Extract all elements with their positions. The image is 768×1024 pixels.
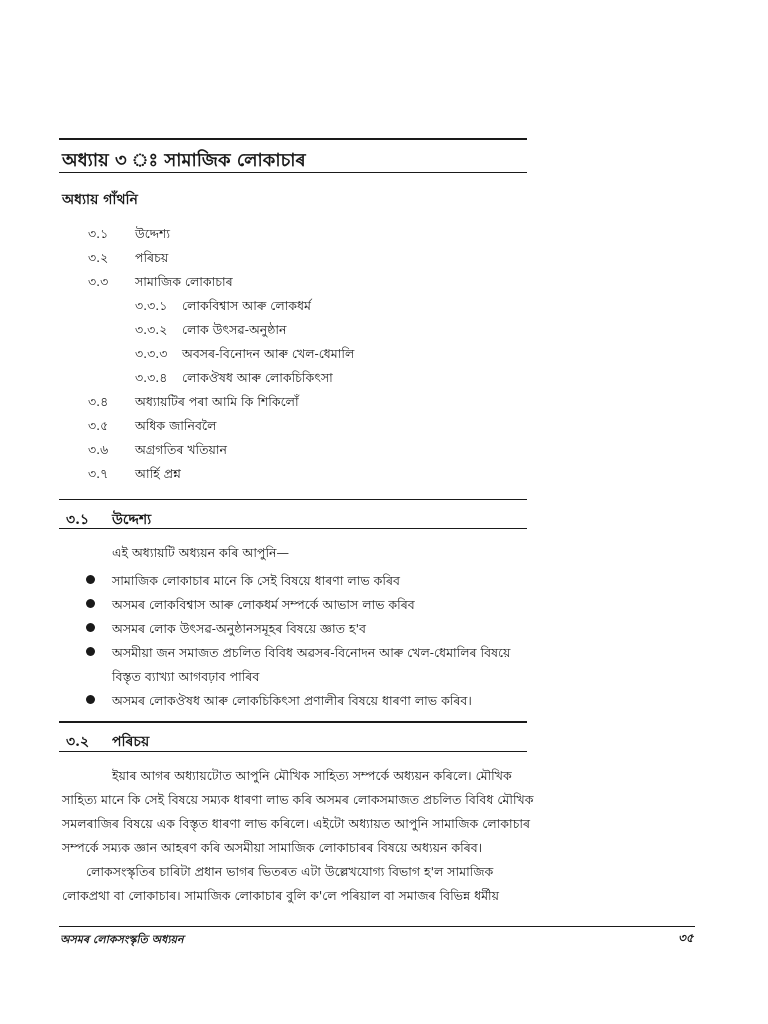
paragraph-line: সম্পৰ্কে সম্যক জ্ঞান আহৰণ কৰি অসমীয়া সামাজিক লোকাচাৰৰ বিষয়ে অধ্যয়ন কৰিব।	[62, 840, 483, 855]
toc-item-number: ৩.৫	[88, 418, 109, 433]
toc-item-label: আৰ্হি প্ৰশ্ন	[135, 466, 181, 481]
toc-item-label: অধিক জানিবলৈ	[135, 418, 217, 433]
section2-title: পৰিচয়	[112, 734, 150, 750]
objectives-intro: এই অধ্যায়টি অধ্যয়ন কৰি আপুনি—	[112, 545, 289, 560]
toc-item-label: উদ্দেশ্য	[135, 226, 171, 241]
objective-text: সামাজিক লোকাচাৰ মানে কি সেই বিষয়ে ধাৰণা লাভ কৰিব	[112, 573, 400, 588]
toc-item-label: লোক উৎসৱ-অনুষ্ঠান	[182, 322, 287, 337]
toc-item-number: ৩.৩.২	[135, 322, 168, 337]
toc-item-label: অগ্ৰগতিৰ খতিয়ান	[135, 442, 227, 457]
bullet-icon	[86, 695, 95, 704]
toc-item-number: ৩.৬	[88, 442, 109, 457]
toc-item-label: সামাজিক লোকাচাৰ	[135, 274, 233, 289]
footer-rule	[59, 926, 695, 927]
section1-number: ৩.১	[66, 512, 90, 528]
toc-item-number: ৩.৩.৩	[135, 346, 168, 361]
toc-item-number: ৩.৩	[88, 274, 109, 289]
bullet-icon	[86, 575, 95, 584]
paragraph-line: ইয়াৰ আগৰ অধ্যায়টোত আপুনি মৌখিক সাহিত্য সম্পৰ্কে অধ্যয়ন কৰিলে। মৌখিক	[112, 768, 512, 783]
paragraph-line: লোকসংস্কৃতিৰ চাৰিটা প্ৰধান ভাগৰ ভিতৰত এটা উল্লেখযোগ্য বিভাগ হ'ল সামাজিক	[86, 864, 494, 879]
toc-item-number: ৩.১	[88, 226, 109, 241]
footer-page-number: ৩৫	[678, 931, 694, 945]
toc-item-label: লোকঔষধ আৰু লোকচিকিৎসা	[182, 370, 333, 385]
toc-item-number: ৩.৩.৪	[135, 370, 168, 385]
toc-item-number: ৩.৪	[88, 394, 109, 409]
section1-top-rule	[59, 499, 527, 500]
objective-text: অসমৰ লোক উৎসৱ-অনুষ্ঠানসমূহৰ বিষয়ে জ্ঞাত হ'ব	[112, 621, 366, 636]
chapter-bottom-rule	[59, 172, 527, 173]
section1-bottom-rule	[59, 528, 527, 529]
toc-item-label: লোকবিশ্বাস আৰু লোকধৰ্ম	[182, 298, 311, 313]
chapter-title: অধ্যায় ৩ ঃ সামাজিক লোকাচাৰ	[62, 150, 306, 171]
section2-top-rule	[59, 721, 527, 723]
footer-book-title: অসমৰ লোকসংস্কৃতি অধ্যয়ন	[60, 933, 184, 946]
toc-heading: অধ্যায় গাঁথনি	[62, 192, 138, 208]
bullet-icon	[86, 647, 95, 656]
bullet-icon	[86, 599, 95, 608]
toc-item-label: পৰিচয়	[135, 250, 169, 265]
chapter-top-rule	[59, 138, 527, 140]
paragraph-line: সমলৰাজিৰ বিষয়ে এক বিস্তৃত ধাৰণা লাভ কৰিলে। এইটো অধ্যায়ত আপুনি সামাজিক লোকাচাৰ	[62, 816, 531, 831]
bullet-icon	[86, 623, 95, 632]
toc-item-number: ৩.২	[88, 250, 109, 265]
toc-item-number: ৩.৩.১	[135, 298, 168, 313]
objective-text: অসমীয়া জন সমাজত প্ৰচলিত বিবিধ অৱসৰ-বিনোদন আৰু খেল-ধেমালিৰ বিষয়ে বিস্তৃত ব্যাখ্যা আগবঢ়াব পাৰিব	[112, 645, 511, 684]
toc-item-number: ৩.৭	[88, 466, 109, 481]
toc-item-label: অধ্যায়টিৰ পৰা আমি কি শিকিলোঁ	[135, 394, 299, 409]
section2-number: ৩.২	[66, 734, 90, 750]
toc-item-label: অবসৰ-বিনোদন আৰু খেল-ধেমালি	[182, 346, 355, 361]
section1-title: উদ্দেশ্য	[112, 512, 152, 528]
objective-text: অসমৰ লোকবিশ্বাস আৰু লোকধৰ্ম সম্পৰ্কে আভাস লাভ কৰিব	[112, 597, 415, 612]
section2-bottom-rule	[59, 751, 527, 752]
paragraph-line: লোকপ্ৰথা বা লোকাচাৰ। সামাজিক লোকাচাৰ বুলি ক'লে পৰিয়াল বা সমাজৰ বিভিন্ন ধৰ্মীয়	[62, 888, 499, 903]
paragraph-line: সাহিত্য মানে কি সেই বিষয়ে সম্যক ধাৰণা লাভ কৰি অসমৰ লোকসমাজত প্ৰচলিত বিবিধ মৌখিক	[62, 792, 534, 807]
objective-text: অসমৰ লোকঔষধ আৰু লোকচিকিৎসা প্ৰণালীৰ বিষয়ে ধাৰণা লাভ কৰিব।	[112, 693, 472, 708]
